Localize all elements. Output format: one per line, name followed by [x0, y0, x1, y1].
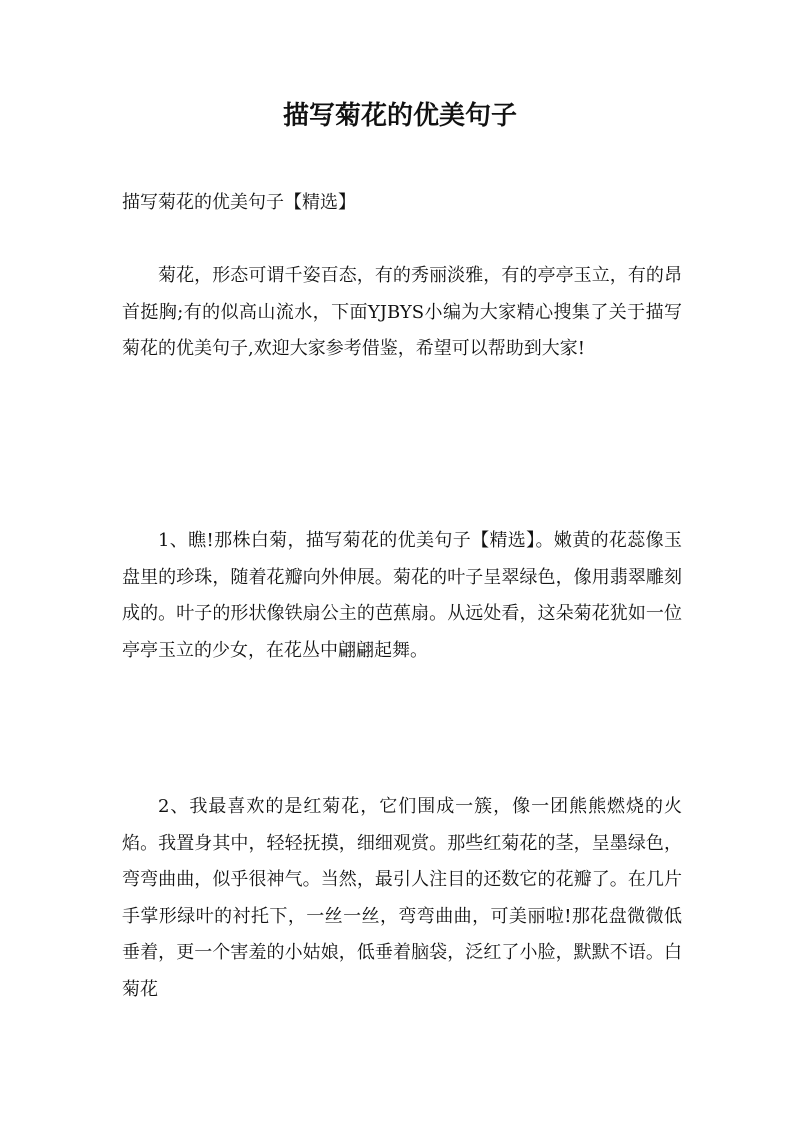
- document-subtitle: 描写菊花的优美句子【精选】: [122, 192, 356, 213]
- sentence-paragraph-1: 1、瞧!那株白菊，描写菊花的优美句子【精选】。嫩黄的花蕊像玉盘里的珍珠，随着花瓣向外伸展。菊花的叶子呈翠绿色，像用翡翠雕刻成的。叶子的形状像铁扇公主的芭蕉扇。从远处看，这朵菊花犹如一位亭亭玉立的少女，在花丛中翩翩起舞。: [122, 530, 682, 661]
- intro-paragraph: 菊花，形态可谓千姿百态，有的秀丽淡雅，有的亭亭玉立，有的昂首挺胸;有的似高山流水，下面YJBYS小编为大家精心搜集了关于描写菊花的优美句子,欢迎大家参考借鉴，希望可以帮助到大家!: [122, 265, 682, 359]
- page-title: 描写菊花的优美句子: [282, 101, 517, 131]
- sentence-paragraph-2: 2、我最喜欢的是红菊花，它们围成一簇，像一团熊熊燃烧的火焰。我置身其中，轻轻抚摸，细细观赏。那些红菊花的茎，呈墨绿色，弯弯曲曲，似乎很神气。当然，最引人注目的还数它的花瓣了。在几片手掌形绿叶的衬托下，一丝一丝，弯弯曲曲，可美丽啦!那花盘微微低垂着，更一个害羞的小姑娘，低垂着脑袋，泛红了小脸，默默不语。白菊花: [122, 796, 682, 1000]
